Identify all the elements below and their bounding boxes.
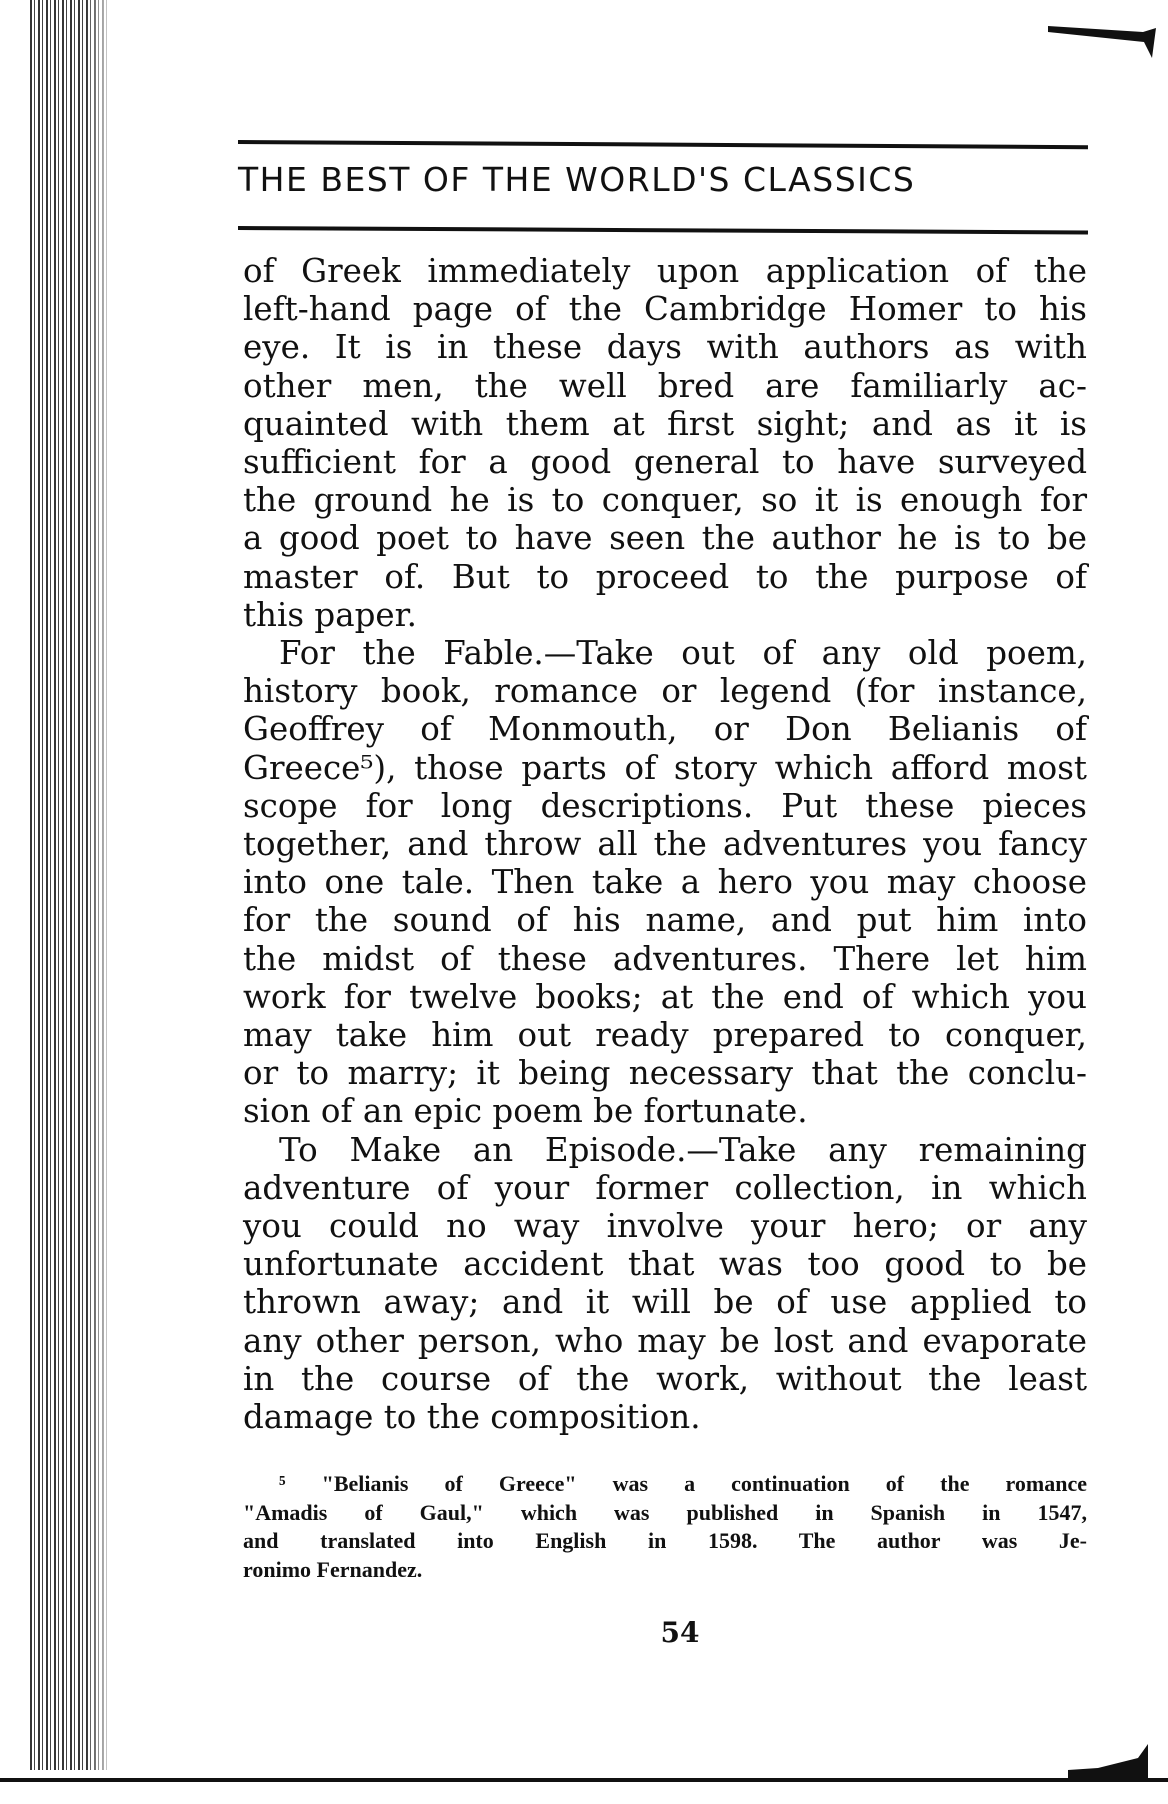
body-line: you could no way involve your hero; or any — [243, 1207, 1087, 1246]
body-line: To Make an Episode.—Take any remaining — [279, 1130, 1087, 1169]
body-line: into one tale. Then take a hero you may choose — [243, 863, 1087, 902]
body-line: together, and throw all the adventures you fancy — [243, 825, 1087, 864]
body-line: quainted with them at first sight; and as it is — [243, 404, 1087, 443]
body-line: other men, the well bred are familiarly ac- — [243, 366, 1087, 405]
body-line: in the course of the work, without the least — [243, 1359, 1087, 1398]
body-line: adventure of your former collection, in which — [243, 1168, 1087, 1207]
body-line: sion of an epic poem be fortunate. — [243, 1092, 808, 1131]
body-line: For the Fable.—Take out of any old poem, — [279, 634, 1087, 673]
body-line: left-hand page of the Cambridge Homer to his — [243, 290, 1087, 329]
corner-scan-mark — [1048, 18, 1158, 58]
footnote-line: and translated into English in 1598. The author was Je- — [243, 1528, 1087, 1553]
body-line: or to marry; it being necessary that the conclu- — [243, 1054, 1087, 1093]
body-line: Greece⁵), those parts of story which afford most — [243, 748, 1087, 787]
binding-shadow — [86, 0, 116, 1770]
body-line: sufficient for a good general to have surveyed — [243, 443, 1087, 482]
body-line: the ground he is to conquer, so it is enough for — [243, 481, 1087, 520]
body-line: master of. But to proceed to the purpose of — [243, 557, 1087, 596]
header-rule-bottom — [238, 226, 1088, 234]
footnote-line: "Amadis of Gaul," which was published in Spanish in 1547, — [243, 1499, 1087, 1525]
bottom-scan-mark — [1068, 1740, 1148, 1780]
body-line: history book, romance or legend (for instance, — [243, 672, 1087, 711]
body-line: thrown away; and it will be of use applied to — [243, 1283, 1087, 1322]
body-line: may take him out ready prepared to conquer, — [243, 1016, 1087, 1055]
page-number: 54 — [660, 1616, 700, 1649]
body-line: damage to the composition. — [243, 1398, 701, 1437]
body-line: any other person, who may be lost and evaporate — [243, 1321, 1087, 1360]
body-text — [243, 252, 1087, 1436]
body-line: scope for long descriptions. Put these pieces — [243, 786, 1087, 825]
bottom-scan-edge — [0, 1778, 1168, 1782]
footnote — [243, 1470, 1087, 1584]
body-line: unfortunate accident that was too good to be — [243, 1245, 1087, 1284]
body-line: of Greek immediately upon application of the — [243, 252, 1087, 290]
body-line: for the sound of his name, and put him into — [243, 901, 1087, 940]
body-line: the midst of these adventures. There let him — [243, 939, 1087, 978]
running-head: THE BEST OF THE WORLD'S CLASSICS — [238, 160, 916, 199]
body-line: eye. It is in these days with authors as with — [243, 328, 1087, 367]
body-line: Geoffrey of Monmouth, or Don Belianis of — [243, 710, 1087, 749]
body-line: a good poet to have seen the author he is to be — [243, 519, 1087, 558]
body-line: work for twelve books; at the end of which you — [243, 977, 1087, 1016]
body-line: this paper. — [243, 595, 417, 634]
footnote-line: ronimo Fernandez. — [243, 1556, 423, 1582]
header-rule-top — [238, 140, 1088, 149]
footnote-line: ⁵ "Belianis of Greece" was a continuation of the romance — [279, 1471, 1087, 1496]
